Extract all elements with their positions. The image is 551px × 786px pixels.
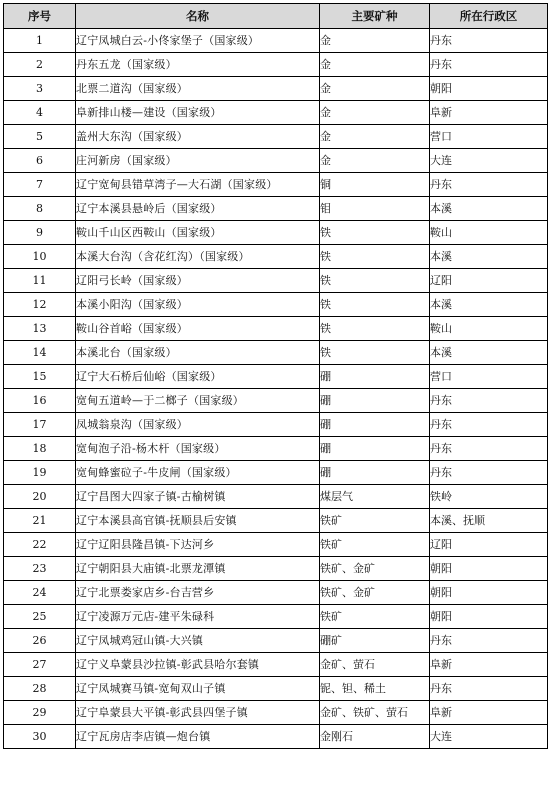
cell-no: 21 bbox=[4, 509, 76, 533]
cell-name: 本溪小阳沟（国家级） bbox=[76, 293, 320, 317]
cell-name: 辽宁凤城白云-小佟家堡子（国家级） bbox=[76, 29, 320, 53]
cell-region: 大连 bbox=[430, 149, 548, 173]
cell-mineral: 金刚石 bbox=[320, 725, 430, 749]
cell-mineral: 硼 bbox=[320, 413, 430, 437]
table-row bbox=[4, 221, 548, 245]
cell-no: 17 bbox=[4, 413, 76, 437]
cell-name: 辽宁凤城赛马镇-宽甸双山子镇 bbox=[76, 677, 320, 701]
cell-no: 26 bbox=[4, 629, 76, 653]
cell-mineral: 硼 bbox=[320, 437, 430, 461]
cell-region: 丹东 bbox=[430, 53, 548, 77]
cell-no: 20 bbox=[4, 485, 76, 509]
cell-name: 辽阳弓长岭（国家级） bbox=[76, 269, 320, 293]
table-body bbox=[4, 29, 548, 749]
cell-region: 丹东 bbox=[430, 413, 548, 437]
cell-no: 4 bbox=[4, 101, 76, 125]
cell-mineral: 铌、钽、稀土 bbox=[320, 677, 430, 701]
header-no: 序号 bbox=[4, 4, 76, 29]
cell-mineral: 铁矿、金矿 bbox=[320, 557, 430, 581]
cell-no: 18 bbox=[4, 437, 76, 461]
table-row bbox=[4, 341, 548, 365]
cell-region: 丹东 bbox=[430, 437, 548, 461]
cell-name: 庄河新房（国家级） bbox=[76, 149, 320, 173]
cell-name: 辽宁大石桥后仙峪（国家级） bbox=[76, 365, 320, 389]
cell-no: 7 bbox=[4, 173, 76, 197]
cell-name: 本溪大台沟（含花红沟）（国家级） bbox=[76, 245, 320, 269]
table-row bbox=[4, 149, 548, 173]
cell-mineral: 金 bbox=[320, 125, 430, 149]
cell-name: 宽甸泡子沿-杨木杆（国家级） bbox=[76, 437, 320, 461]
table-row bbox=[4, 653, 548, 677]
cell-no: 16 bbox=[4, 389, 76, 413]
cell-no: 13 bbox=[4, 317, 76, 341]
table-header-row bbox=[4, 4, 548, 29]
cell-mineral: 金 bbox=[320, 101, 430, 125]
table-row bbox=[4, 605, 548, 629]
table-row bbox=[4, 53, 548, 77]
cell-name: 辽宁辽阳县隆昌镇-下达河乡 bbox=[76, 533, 320, 557]
cell-name: 辽宁凌源万元店-建平朱碌科 bbox=[76, 605, 320, 629]
cell-name: 凤城翁泉沟（国家级） bbox=[76, 413, 320, 437]
cell-name: 宽甸五道岭—于二榔子（国家级） bbox=[76, 389, 320, 413]
cell-mineral: 铁 bbox=[320, 341, 430, 365]
cell-no: 11 bbox=[4, 269, 76, 293]
cell-mineral: 金矿、铁矿、萤石 bbox=[320, 701, 430, 725]
cell-name: 辽宁宽甸县错草湾子—大石湖（国家级） bbox=[76, 173, 320, 197]
cell-name: 辽宁朝阳县大庙镇-北票龙潭镇 bbox=[76, 557, 320, 581]
cell-mineral: 铜 bbox=[320, 173, 430, 197]
cell-mineral: 铁矿 bbox=[320, 605, 430, 629]
cell-mineral: 铁 bbox=[320, 245, 430, 269]
cell-region: 丹东 bbox=[430, 389, 548, 413]
cell-mineral: 硼 bbox=[320, 389, 430, 413]
table-row bbox=[4, 197, 548, 221]
cell-name: 丹东五龙（国家级） bbox=[76, 53, 320, 77]
cell-region: 营口 bbox=[430, 365, 548, 389]
header-mineral: 主要矿种 bbox=[320, 4, 430, 29]
cell-name: 辽宁昌图大四家子镇-古榆树镇 bbox=[76, 485, 320, 509]
cell-name: 辽宁北票娄家店乡-台吉营乡 bbox=[76, 581, 320, 605]
cell-name: 北票二道沟（国家级） bbox=[76, 77, 320, 101]
cell-region: 阜新 bbox=[430, 101, 548, 125]
cell-mineral: 金 bbox=[320, 53, 430, 77]
header-name: 名称 bbox=[76, 4, 320, 29]
table-row bbox=[4, 533, 548, 557]
table-row bbox=[4, 29, 548, 53]
cell-no: 28 bbox=[4, 677, 76, 701]
cell-region: 朝阳 bbox=[430, 77, 548, 101]
table-row bbox=[4, 485, 548, 509]
cell-no: 1 bbox=[4, 29, 76, 53]
cell-no: 3 bbox=[4, 77, 76, 101]
cell-no: 14 bbox=[4, 341, 76, 365]
table-row bbox=[4, 509, 548, 533]
cell-region: 朝阳 bbox=[430, 581, 548, 605]
table-row bbox=[4, 269, 548, 293]
table-row bbox=[4, 581, 548, 605]
table-row bbox=[4, 629, 548, 653]
cell-region: 朝阳 bbox=[430, 605, 548, 629]
cell-mineral: 金 bbox=[320, 77, 430, 101]
cell-region: 铁岭 bbox=[430, 485, 548, 509]
cell-no: 29 bbox=[4, 701, 76, 725]
cell-region: 丹东 bbox=[430, 461, 548, 485]
cell-region: 本溪、抚顺 bbox=[430, 509, 548, 533]
table-row bbox=[4, 677, 548, 701]
cell-mineral: 铁矿 bbox=[320, 533, 430, 557]
cell-region: 辽阳 bbox=[430, 533, 548, 557]
table-row bbox=[4, 317, 548, 341]
cell-region: 营口 bbox=[430, 125, 548, 149]
cell-no: 30 bbox=[4, 725, 76, 749]
cell-name: 阜新排山楼—建设（国家级） bbox=[76, 101, 320, 125]
cell-no: 5 bbox=[4, 125, 76, 149]
table-row bbox=[4, 701, 548, 725]
cell-mineral: 金 bbox=[320, 149, 430, 173]
cell-no: 19 bbox=[4, 461, 76, 485]
cell-region: 朝阳 bbox=[430, 557, 548, 581]
cell-name: 鞍山千山区西鞍山（国家级） bbox=[76, 221, 320, 245]
cell-mineral: 钼 bbox=[320, 197, 430, 221]
cell-region: 大连 bbox=[430, 725, 548, 749]
cell-no: 2 bbox=[4, 53, 76, 77]
cell-mineral: 铁 bbox=[320, 269, 430, 293]
table-row bbox=[4, 293, 548, 317]
cell-name: 鞍山谷首峪（国家级） bbox=[76, 317, 320, 341]
header-region: 所在行政区 bbox=[430, 4, 548, 29]
cell-region: 丹东 bbox=[430, 677, 548, 701]
cell-name: 辽宁本溪县高官镇-抚顺县后安镇 bbox=[76, 509, 320, 533]
cell-mineral: 硼 bbox=[320, 365, 430, 389]
table-row bbox=[4, 125, 548, 149]
table-row bbox=[4, 437, 548, 461]
cell-no: 12 bbox=[4, 293, 76, 317]
cell-no: 10 bbox=[4, 245, 76, 269]
cell-name: 辽宁瓦房店李店镇—炮台镇 bbox=[76, 725, 320, 749]
cell-name: 辽宁本溪县悬岭后（国家级） bbox=[76, 197, 320, 221]
table-row bbox=[4, 557, 548, 581]
cell-region: 本溪 bbox=[430, 293, 548, 317]
cell-mineral: 硼 bbox=[320, 461, 430, 485]
cell-region: 鞍山 bbox=[430, 317, 548, 341]
cell-region: 阜新 bbox=[430, 701, 548, 725]
cell-no: 8 bbox=[4, 197, 76, 221]
cell-mineral: 铁 bbox=[320, 293, 430, 317]
cell-region: 本溪 bbox=[430, 197, 548, 221]
cell-mineral: 金矿、萤石 bbox=[320, 653, 430, 677]
cell-no: 9 bbox=[4, 221, 76, 245]
cell-name: 盖州大东沟（国家级） bbox=[76, 125, 320, 149]
cell-region: 丹东 bbox=[430, 173, 548, 197]
cell-mineral: 铁 bbox=[320, 221, 430, 245]
cell-region: 辽阳 bbox=[430, 269, 548, 293]
cell-no: 6 bbox=[4, 149, 76, 173]
cell-region: 本溪 bbox=[430, 341, 548, 365]
cell-name: 宽甸蜂蜜砬子-牛皮闸（国家级） bbox=[76, 461, 320, 485]
cell-name: 辽宁凤城鸡冠山镇-大兴镇 bbox=[76, 629, 320, 653]
cell-mineral: 铁矿 bbox=[320, 509, 430, 533]
table-row bbox=[4, 101, 548, 125]
cell-no: 25 bbox=[4, 605, 76, 629]
mineral-areas-table bbox=[3, 3, 548, 749]
table-row bbox=[4, 461, 548, 485]
cell-name: 辽宁义阜蒙县沙拉镇-彰武县哈尔套镇 bbox=[76, 653, 320, 677]
table-row bbox=[4, 389, 548, 413]
cell-mineral: 金 bbox=[320, 29, 430, 53]
cell-mineral: 硼矿 bbox=[320, 629, 430, 653]
cell-no: 27 bbox=[4, 653, 76, 677]
cell-no: 24 bbox=[4, 581, 76, 605]
cell-region: 本溪 bbox=[430, 245, 548, 269]
cell-no: 15 bbox=[4, 365, 76, 389]
cell-region: 丹东 bbox=[430, 29, 548, 53]
cell-region: 鞍山 bbox=[430, 221, 548, 245]
table-row bbox=[4, 725, 548, 749]
table-row bbox=[4, 413, 548, 437]
cell-name: 辽宁阜蒙县大平镇-彰武县四堡子镇 bbox=[76, 701, 320, 725]
cell-mineral: 铁矿、金矿 bbox=[320, 581, 430, 605]
cell-no: 22 bbox=[4, 533, 76, 557]
cell-mineral: 铁 bbox=[320, 317, 430, 341]
table-row bbox=[4, 245, 548, 269]
cell-name: 本溪北台（国家级） bbox=[76, 341, 320, 365]
table-row bbox=[4, 77, 548, 101]
cell-mineral: 煤层气 bbox=[320, 485, 430, 509]
table-row bbox=[4, 365, 548, 389]
table-row bbox=[4, 173, 548, 197]
cell-region: 阜新 bbox=[430, 653, 548, 677]
cell-region: 丹东 bbox=[430, 629, 548, 653]
cell-no: 23 bbox=[4, 557, 76, 581]
